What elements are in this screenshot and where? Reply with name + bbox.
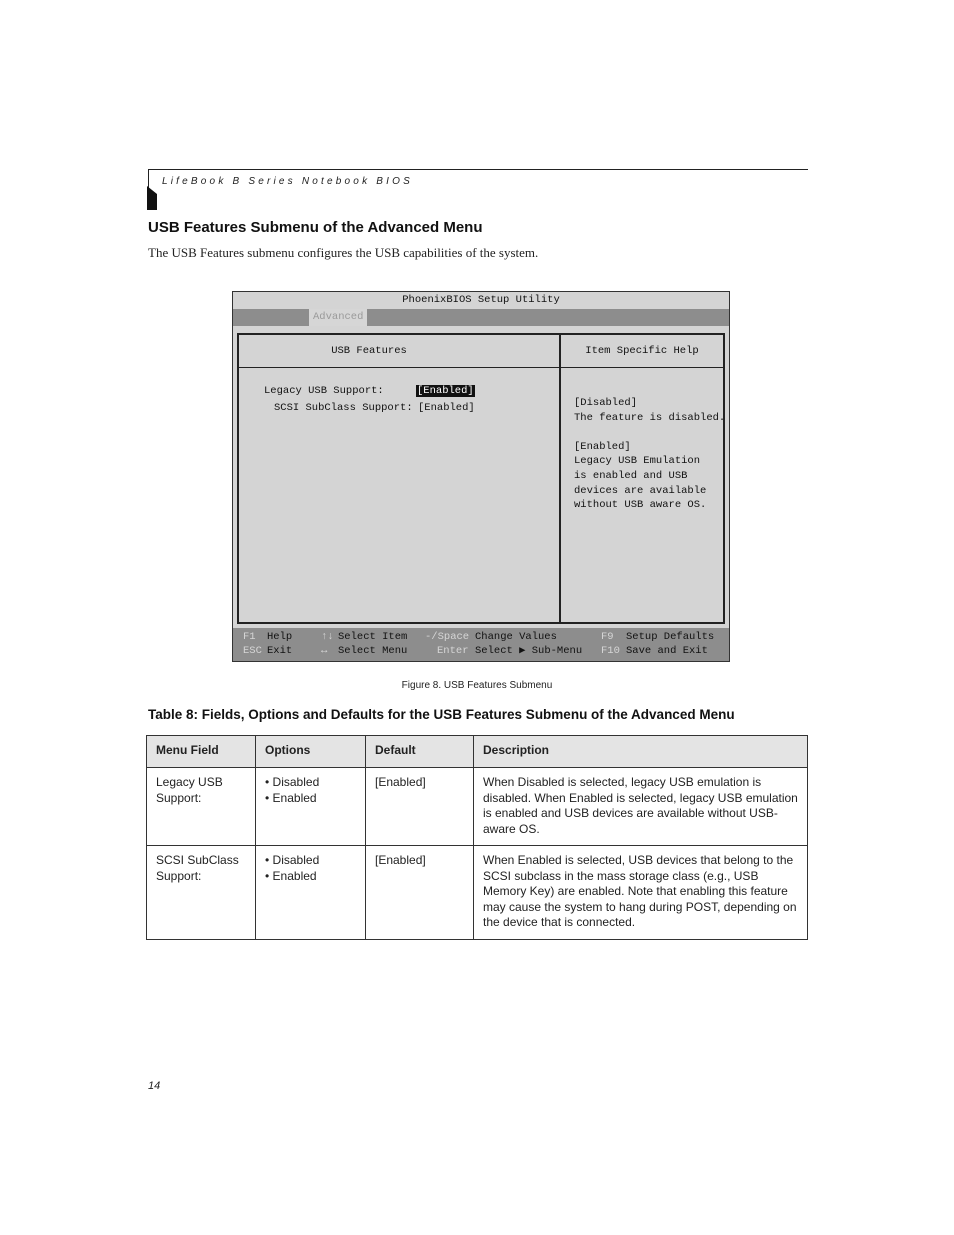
option-item: • Enabled [265, 791, 356, 807]
bios-heading-divider [239, 367, 723, 368]
intro-paragraph: The USB Features submenu configures the USB capabilities of the system. [148, 245, 539, 260]
bios-help-panel-heading: Item Specific Help [585, 345, 699, 357]
cell-default: [Enabled] [366, 768, 474, 846]
fields-table [146, 735, 808, 940]
bios-panel-divider [559, 335, 561, 622]
status-exit-label: Exit [267, 645, 293, 657]
column-header-options: Options [256, 736, 366, 768]
status-setup-defaults-label: Setup Defaults [626, 631, 715, 643]
status-f10-key: F10 [601, 645, 620, 657]
option-item: • Disabled [265, 775, 356, 791]
figure-caption: Figure 8. USB Features Submenu [401, 680, 553, 691]
section-title: USB Features Submenu of the Advanced Menu [148, 219, 483, 236]
status-help-label: Help [267, 631, 293, 643]
arrows-up-down-icon: ↑↓ [321, 631, 334, 643]
column-header-description: Description [474, 736, 808, 768]
bios-title-bar: PhoenixBIOS Setup Utility [233, 292, 729, 309]
status-enter-key: Enter [437, 645, 469, 657]
bios-help-text: [Disabled] The feature is disabled. [Enabled] Legacy USB Emulation is enabled and USB devices are available without USB aware OS. [574, 397, 726, 512]
bios-field-scsi-subclass-label: SCSI SubClass Support: [274, 402, 413, 414]
option-item: • Disabled [265, 853, 356, 869]
status-f9-key: F9 [601, 631, 614, 643]
status-select-item-label: Select Item [338, 631, 408, 643]
bios-menu-bar [233, 309, 729, 326]
bios-field-legacy-usb-value[interactable]: [Enabled] [417, 385, 474, 397]
cell-description: When Disabled is selected, legacy USB emulation is disabled. When Enabled is selected, legacy USB emulation is enabled and USB devices are available without USB-aware OS. [474, 768, 808, 846]
cell-description: When Enabled is selected, USB devices that belong to the SCSI subclass in the mass storage class (e.g., USB Memory Key) are enabled. Note that enabling this feature may cause the system to hang during POST, depending on the device that is connected. [474, 846, 808, 940]
status-save-exit-label: Save and Exit [626, 645, 708, 657]
cell-menu-field: SCSI SubClass Support: [147, 846, 256, 940]
table-header-row [147, 736, 808, 768]
status-select-submenu-label: Select ▶ Sub-Menu [475, 645, 583, 657]
status-change-values-label: Change Values [475, 631, 557, 643]
status-select-menu-label: Select Menu [338, 645, 408, 657]
cell-menu-field: Legacy USB Support: [147, 768, 256, 846]
status-esc-key: ESC [243, 645, 262, 657]
column-header-menu-field: Menu Field [147, 736, 256, 768]
cell-default: [Enabled] [366, 846, 474, 940]
status-f1-key: F1 [243, 631, 256, 643]
page-number: 14 [148, 1080, 161, 1092]
column-header-default: Default [366, 736, 474, 768]
arrows-left-right-icon: ↔ [321, 645, 328, 657]
bios-field-scsi-subclass-value[interactable]: [Enabled] [418, 402, 475, 414]
header-wedge-mark [147, 186, 157, 210]
table-row [147, 846, 808, 940]
table-row [147, 768, 808, 846]
bios-field-legacy-usb-label: Legacy USB Support: [264, 385, 384, 397]
running-header: LifeBook B Series Notebook BIOS [162, 176, 413, 187]
bios-left-panel-heading: USB Features [331, 345, 407, 357]
table-title: Table 8: Fields, Options and Defaults for the USB Features Submenu of the Advanced Menu [148, 707, 735, 722]
cell-options [256, 768, 366, 846]
bios-main-frame [237, 333, 725, 624]
option-item: • Enabled [265, 869, 356, 885]
cell-options [256, 846, 366, 940]
bios-tab-advanced[interactable]: Advanced [309, 309, 367, 326]
header-rule [148, 169, 808, 170]
bios-status-bar [233, 628, 729, 661]
status-space-key: -/Space [425, 631, 470, 643]
bios-screenshot [232, 291, 730, 662]
